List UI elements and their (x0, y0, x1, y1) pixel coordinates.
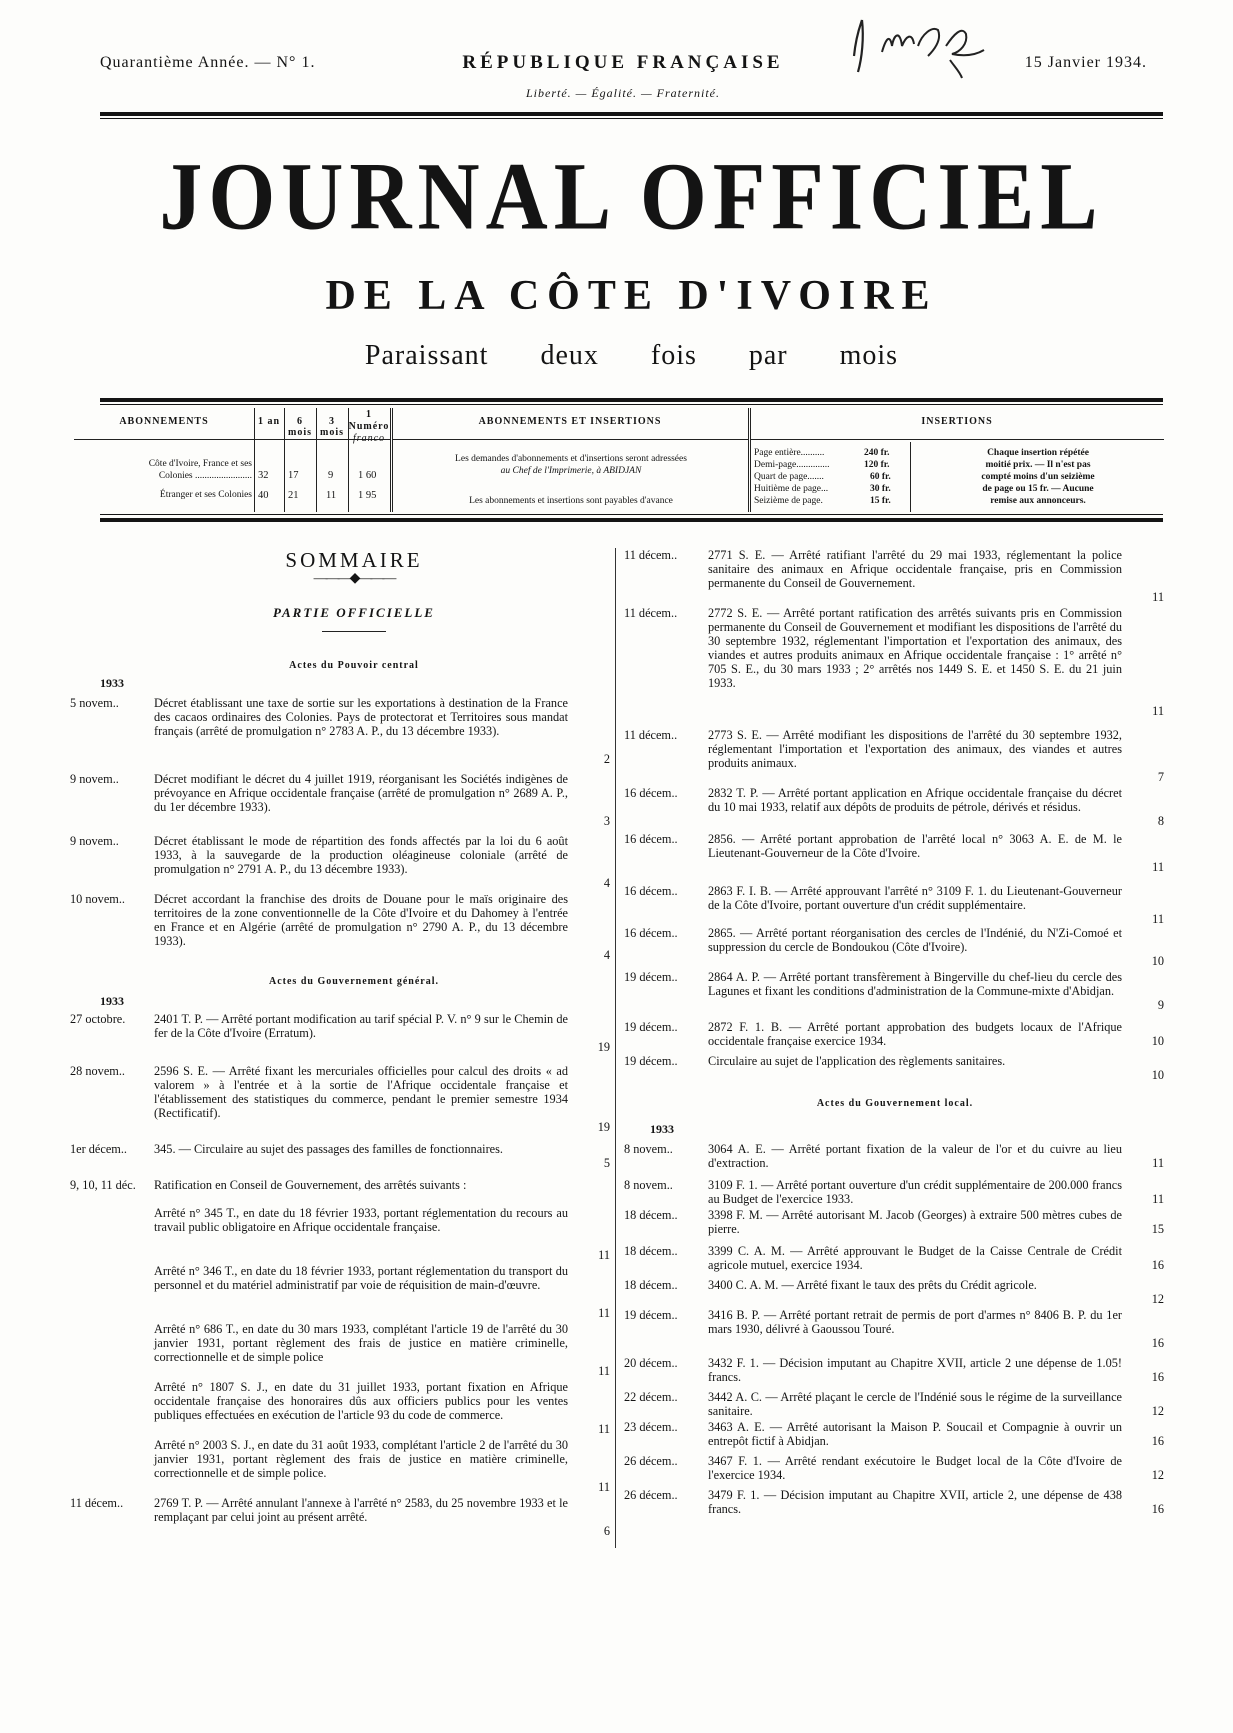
entry-date: 22 décem.. (624, 1390, 678, 1404)
entry-text: 3064 A. E. — Arrêté portant fixation de la valeur de l'or et du cuivre au lieu d'extraction. (708, 1142, 1122, 1170)
vline (254, 408, 255, 512)
col-3-mois: 3 mois (316, 408, 348, 440)
entry-text: 3463 A. E. — Arrêté autorisant la Maison P. Soucail et Compagnie à ouvrir un entrepôt fictif à Abidjan. (708, 1420, 1122, 1448)
vline (910, 442, 911, 512)
entry-page: 9 (1157, 998, 1164, 1012)
entry-date: 10 novem.. (70, 892, 125, 906)
sommaire-entry (624, 832, 1164, 874)
entry-page: 11 (1152, 1192, 1164, 1206)
vline (284, 408, 285, 512)
entry-text: 2864 A. P. — Arrêté portant transfèrement à Bingerville du chef-lieu du cercle des Lagunes et fixant les conditions d'administration de la Commune-mixte d'Abidjan. (708, 970, 1122, 998)
middle-heading: ABONNEMENTS ET INSERTIONS (392, 408, 748, 440)
price-6mois-ci: 17 (288, 470, 299, 481)
insertion-price-2: 60 fr. (870, 472, 891, 482)
entry-date: 19 décem.. (624, 1054, 678, 1068)
partie-underline (322, 631, 386, 632)
sommaire-entry (624, 1488, 1164, 1516)
entry-text: 2865. — Arrêté portant réorganisation des cercles de l'Indénié, du N'Zi-Comoé et suppression du cercle de Bondoukou (Côte d'Ivoire). (708, 926, 1122, 954)
sommaire-entry (624, 1420, 1164, 1448)
entry-page: 10 (1151, 1068, 1164, 1082)
price-6mois-et: 21 (288, 490, 299, 501)
entry-text: 2856. — Arrêté portant approbation de l'arrêté local n° 3063 A. E. de M. le Lieutenant-Gouverneur de la Côte d'Ivoire. (708, 832, 1122, 860)
sommaire-entry (624, 926, 1164, 968)
entry-date: 20 décem.. (624, 1356, 678, 1370)
entry-text: 345. — Circulaire au sujet des passages des familles de fonctionnaires. (154, 1142, 503, 1156)
price-3mois-et: 11 (326, 490, 337, 501)
vline (348, 408, 349, 512)
entry-date: 16 décem.. (624, 926, 678, 940)
subscription-top-rule-thin (100, 404, 1163, 405)
handwritten-signature (842, 16, 1012, 80)
sommaire-entry (70, 834, 610, 890)
vline (750, 408, 751, 512)
sommaire-entry (624, 1244, 1164, 1272)
entry-date: 28 novem.. (70, 1064, 125, 1078)
entry-date: 11 décem.. (624, 606, 678, 620)
entry-page: 11 (598, 1422, 610, 1436)
vline (748, 408, 749, 512)
insertions-heading: INSERTIONS (750, 408, 1164, 440)
insertion-label-0: Page entière.......... (754, 448, 825, 458)
sommaire-entry (70, 1438, 610, 1494)
vline (392, 408, 393, 512)
year-1933: 1933 (100, 676, 124, 690)
col-1-an: 1 an (254, 408, 284, 440)
entry-date: 23 décem.. (624, 1420, 678, 1434)
sommaire-entry (70, 1380, 610, 1436)
entry-page: 5 (603, 1156, 610, 1170)
subscriptions-table (74, 408, 1164, 512)
price-numero-et: 1 95 (358, 490, 377, 501)
sommaire-entry (624, 728, 1164, 784)
entry-page: 3 (603, 814, 610, 828)
entry-page: 11 (598, 1364, 610, 1378)
entry-date: 19 décem.. (624, 1020, 678, 1034)
insertion-label-4: Seizième de page. (754, 496, 823, 506)
header-rule (100, 112, 1163, 116)
section-pouvoir-central: Actes du Pouvoir central (289, 660, 419, 671)
insertion-label-3: Huitième de page... (754, 484, 829, 494)
price-numero-ci: 1 60 (358, 470, 377, 481)
sommaire-entry (624, 548, 1164, 604)
entry-text: Arrêté n° 686 T., en date du 30 mars 1933, complétant l'article 19 de l'arrêté du 30 janvier 1931, portant règlement des frais de justice en matière criminelle, correctionnelle et de simple police (154, 1322, 568, 1364)
entry-text: 3400 C. A. M. — Arrêté fixant le taux des prêts du Crédit agricole. (708, 1278, 1037, 1292)
sommaire-entry (624, 1054, 1164, 1082)
entry-date: 19 décem.. (624, 970, 678, 984)
issue-number: Quarantième Année. — N° 1. (100, 54, 316, 71)
entry-date: 18 décem.. (624, 1278, 678, 1292)
entry-page: 12 (1151, 1404, 1164, 1418)
col-numero (348, 408, 390, 444)
sommaire-entry (624, 606, 1164, 718)
entry-page: 7 (1157, 770, 1164, 784)
sommaire-entry (624, 1308, 1164, 1350)
entry-date: 18 décem.. (624, 1208, 678, 1222)
entry-page: 16 (1151, 1336, 1164, 1350)
row-label-line1: Côte d'Ivoire, France et ses (148, 459, 252, 469)
column-divider (615, 548, 616, 1548)
entry-text: 3399 C. A. M. — Arrêté approuvant le Budget de la Caisse Centrale de Crédit agricole mutuel, exercice 1934. (708, 1244, 1122, 1272)
sommaire-title: SOMMAIRE (285, 548, 423, 572)
section-gouvernement-general: Actes du Gouvernement général. (269, 976, 439, 987)
vline (390, 408, 391, 512)
row-label-cote-ivoire (74, 458, 252, 482)
entry-text: Arrêté n° 1807 S. J., en date du 31 juillet 1933, portant fixation en Afrique occidentale française des honoraires dûs aux officiers publics pour les ventes publiques effectuées en exécution de l'article 93 du code de commerce. (154, 1380, 568, 1422)
entry-text: Arrêté n° 346 T., en date du 18 février 1933, portant réglementation du transport du personnel et du matériel administratif par voie de réquisition de main-d'œuvre. (154, 1264, 568, 1292)
entry-text: 3432 F. 1. — Décision imputant au Chapitre XVII, article 2 une dépense de 1.05! francs. (708, 1356, 1122, 1384)
entry-date: 8 novem.. (624, 1178, 673, 1192)
entry-text: 2771 S. E. — Arrêté ratifiant l'arrêté du 29 mai 1933, réglementant la police sanitaire des animaux en Afrique occidentale française, pris en Commission permanente du Conseil de Gouvernement. (708, 548, 1122, 590)
sommaire-entry (624, 1020, 1164, 1048)
middle-text-1: Les demandes d'abonnements et d'insertions seront adressées (455, 454, 687, 464)
sommaire-entry (70, 696, 610, 766)
price-1an-et: 40 (258, 490, 269, 501)
insertion-note-3: de page ou 15 fr. — Aucune (982, 484, 1094, 494)
entry-text: Décret établissant le mode de répartition des fonds affectés par la loi du 6 août 1933, à la sauvegarde de la production oléagineuse coloniale (arrêté de promulgation n° 2791 A. P., du 13 décembre 1933). (154, 834, 568, 876)
sommaire-entry (70, 1064, 610, 1134)
entry-date: 9 novem.. (70, 834, 119, 848)
entry-text: 3398 F. M. — Arrêté autorisant M. Jacob (Georges) à extraire 500 mètres cubes de pierre. (708, 1208, 1122, 1236)
partie-officielle-heading: PARTIE OFFICIELLE (273, 605, 435, 620)
entry-text: 2872 F. 1. B. — Arrêté portant approbation des budgets locaux de l'Afrique occidentale française exercice 1934. (708, 1020, 1122, 1048)
entry-page: 12 (1151, 1292, 1164, 1306)
insertion-note-4: remise aux annonceurs. (990, 496, 1086, 506)
sommaire-entry (70, 1206, 610, 1262)
entry-page: 10 (1151, 954, 1164, 968)
entry-date: 11 décem.. (70, 1496, 124, 1510)
entry-text: 3442 A. C. — Arrêté plaçant le cercle de l'Indénié sous le régime de la surveillance sanitaire. (708, 1390, 1122, 1418)
entry-page: 11 (1152, 1156, 1164, 1170)
entry-page: 11 (1152, 590, 1164, 604)
entry-date: 8 novem.. (624, 1142, 673, 1156)
year-1933: 1933 (650, 1122, 674, 1136)
entry-text: 2772 S. E. — Arrêté portant ratification des arrêtés suivants pris en Commission permanente du Conseil de Gouvernement et modifiant les dispositions de l'arrêté du 30 septembre 1932, réglementant l'importation et l'exportation des animaux, des viandes et autres produits animaux en Afrique occidentale française : 1° arrêté n° 705 S. E., du 30 mars 1933 ; 2° arrêtés nos 1449 S. E. et 1450 S. E. du 21 juin 1933. (708, 606, 1122, 690)
entry-page: 19 (597, 1040, 610, 1054)
entry-date: 27 octobre. (70, 1012, 126, 1026)
entry-page: 11 (598, 1248, 610, 1262)
entry-date: 26 décem.. (624, 1488, 678, 1502)
entry-page: 19 (597, 1120, 610, 1134)
price-3mois-ci: 9 (328, 470, 334, 481)
entry-page: 4 (603, 948, 610, 962)
entry-text: 2596 S. E. — Arrêté fixant les mercuriales officielles pour calcul des droits « ad valorem » à l'entrée et à la sortie de l'Afrique occidentale française et l'établissement des statistiques du commerce, pendant le premier semestre 1934 (Rectificatif). (154, 1064, 568, 1120)
sommaire-entry (624, 1208, 1164, 1236)
subscription-bottom-rule-thick (100, 518, 1163, 522)
republic-heading: RÉPUBLIQUE FRANÇAISE (462, 52, 784, 73)
sommaire-entry (624, 1356, 1164, 1384)
row-label-etranger: Étranger et ses Colonies (159, 490, 252, 500)
insertion-note-1: moitié prix. — Il n'est pas (985, 460, 1091, 470)
entry-date: 26 décem.. (624, 1454, 678, 1468)
entry-text: 3109 F. 1. — Arrêté portant ouverture d'un crédit supplémentaire de 200.000 francs au Budget de l'exercice 1933. (708, 1178, 1122, 1206)
entry-text: Ratification en Conseil de Gouvernement, des arrêtés suivants : (154, 1178, 467, 1192)
sommaire-entry (70, 1142, 610, 1170)
sommaire-entry (70, 1178, 610, 1202)
sommaire-entry (624, 786, 1164, 828)
insertion-price-3: 30 fr. (870, 484, 891, 494)
entry-date: 9 novem.. (70, 772, 119, 786)
col-franco-label: franco (352, 433, 386, 444)
sommaire-entry (70, 772, 610, 828)
entry-date: 11 décem.. (624, 728, 678, 742)
entry-page: 15 (1151, 1222, 1164, 1236)
entry-page: 10 (1151, 1034, 1164, 1048)
entry-page: 16 (1151, 1258, 1164, 1272)
entry-text: Décret établissant une taxe de sortie sur les exportations à destination de la France des cacaos ordinaires des Colonies. Pays de protectorat et Territoires sous mandat français (arrêté de promulgation n° 2783 A. P., du 13 décembre 1933). (154, 696, 568, 738)
entry-date: 5 novem.. (70, 696, 119, 710)
sommaire-entry (70, 892, 610, 962)
sommaire-entry (70, 1264, 610, 1320)
entry-page: 2 (603, 752, 610, 766)
insertion-price-4: 15 fr. (870, 496, 891, 506)
entry-text: 3416 B. P. — Arrêté portant retrait de permis de port d'armes n° 8406 B. P. du 1er mars 1930, délivré à Gaoussou Touré. (708, 1308, 1122, 1336)
entry-page: 12 (1151, 1468, 1164, 1482)
entry-text: 2863 F. I. B. — Arrêté approuvant l'arrêté n° 3109 F. 1. du Lieutenant-Gouverneur de la Côte d'Ivoire, portant ouverture d'un crédit supplémentaire. (708, 884, 1122, 912)
row-label-line2: Colonies ........................ (158, 471, 252, 481)
entry-date: 16 décem.. (624, 832, 678, 846)
price-1an-ci: 32 (258, 470, 269, 481)
section-gouvernement-local: Actes du Gouvernement local. (816, 1098, 974, 1109)
subscription-bottom-rule (100, 514, 1163, 515)
ornament-divider: ———◆——— (313, 571, 395, 586)
header-rule-thin (100, 118, 1163, 119)
entry-date: 11 décem.. (624, 548, 678, 562)
entry-page: 6 (603, 1524, 610, 1538)
insertion-price-0: 240 fr. (864, 448, 890, 458)
entry-text: 2401 T. P. — Arrêté portant modification au tarif spécial P. V. n° 9 sur le Chemin de fer de la Côte d'Ivoire (Erratum). (154, 1012, 568, 1040)
entry-date: 16 décem.. (624, 786, 678, 800)
entry-date: 9, 10, 11 déc. (70, 1178, 136, 1192)
insertion-price-1: 120 fr. (864, 460, 890, 470)
entry-page: 11 (1152, 704, 1164, 718)
sommaire-entry (70, 1012, 610, 1054)
sommaire-entry (624, 1178, 1164, 1206)
sommaire-entry (624, 1390, 1164, 1418)
entry-page: 11 (598, 1480, 610, 1494)
col-6-mois: 6 mois (284, 408, 316, 440)
entry-page: 16 (1151, 1370, 1164, 1384)
entry-text: Décret accordant la franchise des droits de Douane pour le maïs originaire des territoires de la zone conventionnelle de la Côte d'Ivoire et du Dahomey à l'entrée en France et en Algérie (arrêté de promulgation n° 2790 A. P., du 13 décembre 1933). (154, 892, 568, 948)
entry-page: 11 (1152, 860, 1164, 874)
republic-motto: Liberté. — Égalité. — Fraternité. (526, 86, 720, 100)
entry-date: 19 décem.. (624, 1308, 678, 1322)
middle-text-3: Les abonnements et insertions sont payables d'avance (469, 496, 673, 506)
entry-page: 16 (1151, 1502, 1164, 1516)
sommaire-entry (624, 1278, 1164, 1306)
middle-text-2: au Chef de l'Imprimerie, à ABIDJAN (500, 466, 642, 476)
entry-page: 4 (603, 876, 610, 890)
entry-text: Arrêté n° 2003 S. J., en date du 31 août 1933, complétant l'article 2 de l'arrêté du 30 janvier 1931, portant règlement des frais de justice en matière criminelle, correctionnelle et de simple police. (154, 1438, 568, 1480)
sommaire-entry (624, 884, 1164, 926)
entry-page: 8 (1157, 814, 1164, 828)
entry-text: 3479 F. 1. — Décision imputant au Chapitre XVII, article 2, une dépense de 438 francs. (708, 1488, 1122, 1516)
entry-text: Décret modifiant le décret du 4 juillet 1919, réorganisant les Sociétés indigènes de prévoyance en Afrique occidentale française (arrêté de promulgation n° 2689 A. P., du 1er décembre 1933). (154, 772, 568, 814)
subscriptions-heading: ABONNEMENTS (74, 408, 254, 440)
entry-text: Circulaire au sujet de l'application des règlements sanitaires. (708, 1054, 1006, 1068)
subscription-top-rule (100, 398, 1163, 402)
sommaire-entry (70, 1322, 610, 1378)
entry-text: 2773 S. E. — Arrêté modifiant les dispositions de l'arrêté du 30 septembre 1932, réglementant l'importation et l'exportation des animaux, des viandes et autres produits animaux. (708, 728, 1122, 770)
entry-page: 16 (1151, 1434, 1164, 1448)
sommaire-entry (624, 1142, 1164, 1170)
entry-text: 3467 F. 1. — Arrêté rendant exécutoire le Budget local de la Côte d'Ivoire de l'exercice 1934. (708, 1454, 1122, 1482)
insertion-note-2: compté moins d'un seizième (981, 472, 1095, 482)
col-numero-label: 1 Numéro (348, 409, 390, 432)
sommaire-entry (624, 1454, 1164, 1482)
entry-page: 11 (598, 1306, 610, 1320)
year-1933: 1933 (100, 994, 124, 1008)
masthead-subtitle: DE LA CÔTE D'IVOIRE (325, 273, 938, 319)
sommaire-entry (70, 1496, 610, 1538)
issue-date: 15 Janvier 1934. (1024, 54, 1147, 71)
entry-page: 11 (1152, 912, 1164, 926)
vline (316, 408, 317, 512)
insertion-label-1: Demi-page.............. (754, 460, 830, 470)
insertion-label-2: Quart de page....... (754, 472, 824, 482)
masthead-title: JOURNAL OFFICIEL (159, 142, 1104, 250)
top-line (0, 48, 1233, 78)
entry-date: 1er décem.. (70, 1142, 128, 1156)
insertion-note-0: Chaque insertion répétée (987, 448, 1089, 458)
entry-text: Arrêté n° 345 T., en date du 18 février 1933, portant réglementation du recours au travail public obligatoire en Afrique occidentale française. (154, 1206, 568, 1234)
sommaire-entry (624, 970, 1164, 1012)
entry-text: 2832 T. P. — Arrêté portant application en Afrique occidentale française du décret du 10 mai 1933, relatif aux dépôts de produits de pétrole, dérivés et résidus. (708, 786, 1122, 814)
publication-frequency: Paraissant deux fois par mois (364, 340, 899, 371)
entry-date: 16 décem.. (624, 884, 678, 898)
entry-text: 2769 T. P. — Arrêté annulant l'annexe à l'arrêté n° 2583, du 25 novembre 1933 et le remplaçant par celui joint au présent arrêté. (154, 1496, 568, 1524)
entry-date: 18 décem.. (624, 1244, 678, 1258)
